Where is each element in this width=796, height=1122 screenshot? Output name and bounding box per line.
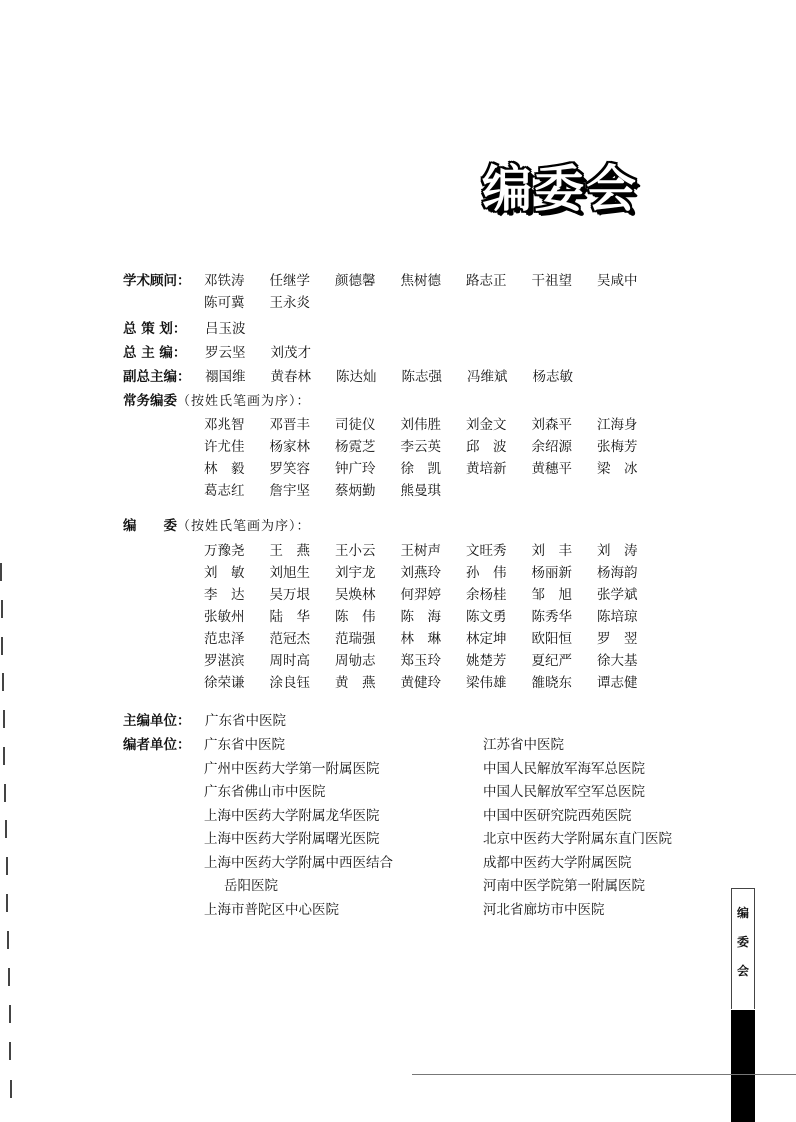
executive-board-name: 张梅芳 bbox=[597, 439, 638, 455]
deputy-chief-editor-name: 陈达灿 bbox=[336, 369, 377, 385]
board-name: 张敏州 bbox=[204, 609, 245, 625]
board-name: 谭志健 bbox=[597, 675, 638, 691]
margin-tick bbox=[2, 673, 4, 691]
margin-tick bbox=[3, 710, 5, 728]
advisors-names bbox=[204, 270, 663, 314]
editor-unit-continuation: 岳阳医院 bbox=[224, 878, 278, 894]
executive-board-name: 梁 冰 bbox=[597, 461, 638, 477]
advisor-name: 干祖望 bbox=[531, 273, 572, 289]
margin-tick bbox=[7, 931, 9, 949]
editor-unit: 中国人民解放军海军总医院 bbox=[483, 760, 645, 777]
margin-tick bbox=[6, 894, 8, 912]
deputy-chief-editor-name: 杨志敏 bbox=[532, 369, 573, 385]
board-name: 吴万垠 bbox=[269, 587, 310, 603]
board-name: 刘 涛 bbox=[597, 543, 638, 559]
margin-tick bbox=[10, 1080, 12, 1098]
margin-tick bbox=[1, 600, 3, 618]
executive-board-name: 刘森平 bbox=[531, 417, 572, 433]
advisor-name: 王永炎 bbox=[269, 295, 310, 311]
board-name: 周劬志 bbox=[335, 653, 376, 669]
margin-tick bbox=[9, 1042, 11, 1060]
advisor-name: 路志正 bbox=[466, 273, 507, 289]
board-name: 陈培琼 bbox=[597, 609, 638, 625]
chief-editors-row bbox=[123, 342, 336, 364]
board-name: 黄 燕 bbox=[335, 675, 376, 691]
executive-board-name: 邓兆智 bbox=[204, 417, 245, 433]
chief-editor-name: 罗云坚 bbox=[205, 345, 246, 361]
board-name: 李 达 bbox=[204, 587, 245, 603]
editor-unit: 上海中医药大学附属曙光医院 bbox=[204, 831, 380, 847]
chief-unit-label: 主编单位： bbox=[123, 713, 191, 729]
editor-unit: 成都中医药大学附属医院 bbox=[483, 854, 632, 871]
margin-tick bbox=[0, 563, 2, 581]
board-name: 罗湛滨 bbox=[204, 653, 245, 669]
executive-board-heading bbox=[123, 390, 311, 412]
margin-tick bbox=[9, 1005, 11, 1023]
editor-unit: 上海市普陀区中心医院 bbox=[204, 901, 339, 918]
executive-board-name: 李云英 bbox=[400, 439, 441, 455]
board-name: 余杨桂 bbox=[466, 587, 507, 603]
advisor-name: 吴咸中 bbox=[597, 273, 638, 289]
executive-board-name: 江海身 bbox=[597, 417, 638, 433]
board-name: 王小云 bbox=[335, 543, 376, 559]
board-name: 孙 伟 bbox=[466, 565, 507, 581]
deputy-chief-editor-name: 黄春林 bbox=[270, 369, 311, 385]
editor-unit: 上海中医药大学附属龙华医院 bbox=[204, 807, 380, 824]
executive-board-name: 林 毅 bbox=[204, 461, 245, 477]
side-tab-char: 编 bbox=[736, 906, 749, 920]
margin-tick bbox=[4, 784, 6, 802]
editor-units-right bbox=[483, 734, 672, 922]
board-name: 徐荣谦 bbox=[204, 675, 245, 691]
margin-tick bbox=[8, 968, 10, 986]
board-name: 王树声 bbox=[400, 543, 441, 559]
executive-board-name: 葛志红 bbox=[204, 483, 245, 499]
board-heading bbox=[123, 515, 311, 537]
board-name: 林定坤 bbox=[466, 631, 507, 647]
executive-board-name: 罗笑容 bbox=[269, 461, 310, 477]
editor-unit: 中国中医研究院西苑医院 bbox=[483, 807, 632, 824]
board-name: 周时高 bbox=[269, 653, 310, 669]
margin-tick bbox=[5, 820, 7, 838]
editor-units-row bbox=[123, 734, 205, 756]
editor-unit: 江苏省中医院 bbox=[483, 737, 564, 753]
board-name: 林 琳 bbox=[400, 631, 441, 647]
planner-name: 吕玉波 bbox=[205, 321, 246, 337]
executive-board-names bbox=[204, 414, 663, 502]
executive-board-name: 詹宇坚 bbox=[269, 483, 310, 499]
executive-board-name: 徐 凯 bbox=[400, 461, 441, 477]
advisors-label: 学术顾问： bbox=[123, 273, 191, 289]
editor-units-left bbox=[204, 734, 393, 922]
executive-board-name: 杨家林 bbox=[269, 439, 310, 455]
side-tab-char: 会 bbox=[736, 964, 749, 978]
planner-label: 总 策 划： bbox=[123, 321, 187, 337]
board-name: 夏纪严 bbox=[531, 653, 572, 669]
editor-units-label: 编者单位： bbox=[123, 737, 191, 753]
executive-board-name: 司徒仪 bbox=[335, 417, 376, 433]
bottom-rule bbox=[412, 1074, 796, 1075]
deputy-chief-editor-name: 禤国维 bbox=[205, 369, 246, 385]
margin-tick bbox=[6, 857, 8, 875]
board-name: 张学斌 bbox=[597, 587, 638, 603]
board-name: 罗 翌 bbox=[597, 631, 638, 647]
executive-board-name: 邱 波 bbox=[466, 439, 507, 455]
executive-board-name: 黄培新 bbox=[466, 461, 507, 477]
chief-unit-value: 广东省中医院 bbox=[205, 713, 286, 729]
editor-unit: 北京中医药大学附属东直门医院 bbox=[483, 831, 672, 847]
executive-board-name: 蔡炳勤 bbox=[335, 483, 376, 499]
editor-unit: 河北省廊坊市中医院 bbox=[483, 901, 605, 918]
board-name: 陈秀华 bbox=[531, 609, 572, 625]
board-name: 范冠杰 bbox=[269, 631, 310, 647]
board-name: 梁伟雄 bbox=[466, 675, 507, 691]
editor-unit: 中国人民解放军空军总医院 bbox=[483, 784, 645, 800]
board-name: 郑玉玲 bbox=[400, 653, 441, 669]
board-name: 文旺秀 bbox=[466, 543, 507, 559]
executive-board-label: 常务编委 bbox=[123, 393, 177, 409]
advisor-name: 任继学 bbox=[269, 273, 310, 289]
board-name: 刘宇龙 bbox=[335, 565, 376, 581]
executive-board-name: 杨霓芝 bbox=[335, 439, 376, 455]
board-name: 陈 海 bbox=[400, 609, 441, 625]
editor-unit: 广东省中医院 bbox=[204, 737, 285, 753]
board-name: 雒晓东 bbox=[531, 675, 572, 691]
board-name: 刘 敏 bbox=[204, 565, 245, 581]
deputy-chief-editors-row bbox=[123, 366, 598, 388]
board-name: 范忠泽 bbox=[204, 631, 245, 647]
board-name: 欧阳恒 bbox=[531, 631, 572, 647]
board-note: （按姓氏笔画为序）： bbox=[177, 519, 311, 534]
board-name: 刘 丰 bbox=[531, 543, 572, 559]
executive-board-name: 刘金文 bbox=[466, 417, 507, 433]
planner-row bbox=[123, 318, 271, 340]
executive-board-note: （按姓氏笔画为序）： bbox=[177, 394, 311, 409]
side-tab-char: 委 bbox=[736, 935, 749, 949]
page-title: 编委会 bbox=[482, 160, 638, 218]
board-name: 陆 华 bbox=[269, 609, 310, 625]
editor-unit: 广东省佛山市中医院 bbox=[204, 784, 326, 800]
board-name: 范瑞强 bbox=[335, 631, 376, 647]
advisor-name: 邓铁涛 bbox=[204, 273, 245, 289]
executive-board-name: 熊曼琪 bbox=[400, 483, 441, 499]
board-name: 姚楚芳 bbox=[466, 653, 507, 669]
deputy-chief-editor-name: 陈志强 bbox=[401, 369, 442, 385]
board-name: 徐大基 bbox=[597, 653, 638, 669]
editor-unit: 上海中医药大学附属中西医结合 bbox=[204, 854, 393, 871]
chief-unit-row bbox=[123, 710, 286, 732]
side-tab-black-block bbox=[731, 1010, 755, 1122]
executive-board-name: 钟广玲 bbox=[335, 461, 376, 477]
board-name: 杨丽新 bbox=[531, 565, 572, 581]
executive-board-name: 余绍源 bbox=[531, 439, 572, 455]
board-name: 涂良钰 bbox=[269, 675, 310, 691]
board-name: 万豫尧 bbox=[204, 543, 245, 559]
advisors-row bbox=[123, 270, 205, 292]
editor-unit: 广州中医药大学第一附属医院 bbox=[204, 760, 380, 777]
board-name: 黄健玲 bbox=[400, 675, 441, 691]
board-name: 吴焕林 bbox=[335, 587, 376, 603]
deputy-chief-editors-label: 副总主编： bbox=[123, 369, 191, 385]
board-names bbox=[204, 540, 663, 694]
board-name: 王 燕 bbox=[269, 543, 310, 559]
margin-tick bbox=[1, 637, 3, 655]
chief-editor-name: 刘茂才 bbox=[270, 345, 311, 361]
board-label: 编 委 bbox=[123, 518, 177, 534]
margin-tick bbox=[3, 747, 5, 765]
executive-board-name: 刘伟胜 bbox=[400, 417, 441, 433]
board-name: 刘燕玲 bbox=[400, 565, 441, 581]
editor-unit: 河南中医学院第一附属医院 bbox=[483, 878, 645, 894]
board-name: 陈 伟 bbox=[335, 609, 376, 625]
advisor-name: 焦树德 bbox=[400, 273, 441, 289]
board-name: 陈文勇 bbox=[466, 609, 507, 625]
deputy-chief-editor-name: 冯维斌 bbox=[467, 369, 508, 385]
executive-board-name: 许尤佳 bbox=[204, 439, 245, 455]
chief-editors-label: 总 主 编： bbox=[123, 345, 187, 361]
board-name: 何羿婷 bbox=[400, 587, 441, 603]
advisor-name: 颜德馨 bbox=[335, 273, 376, 289]
executive-board-name: 黄穗平 bbox=[531, 461, 572, 477]
board-name: 邹 旭 bbox=[531, 587, 572, 603]
board-name: 刘旭生 bbox=[269, 565, 310, 581]
side-section-tab bbox=[731, 888, 755, 1009]
executive-board-name: 邓晋丰 bbox=[269, 417, 310, 433]
advisor-name: 陈可冀 bbox=[204, 295, 245, 311]
board-name: 杨海韵 bbox=[597, 565, 638, 581]
